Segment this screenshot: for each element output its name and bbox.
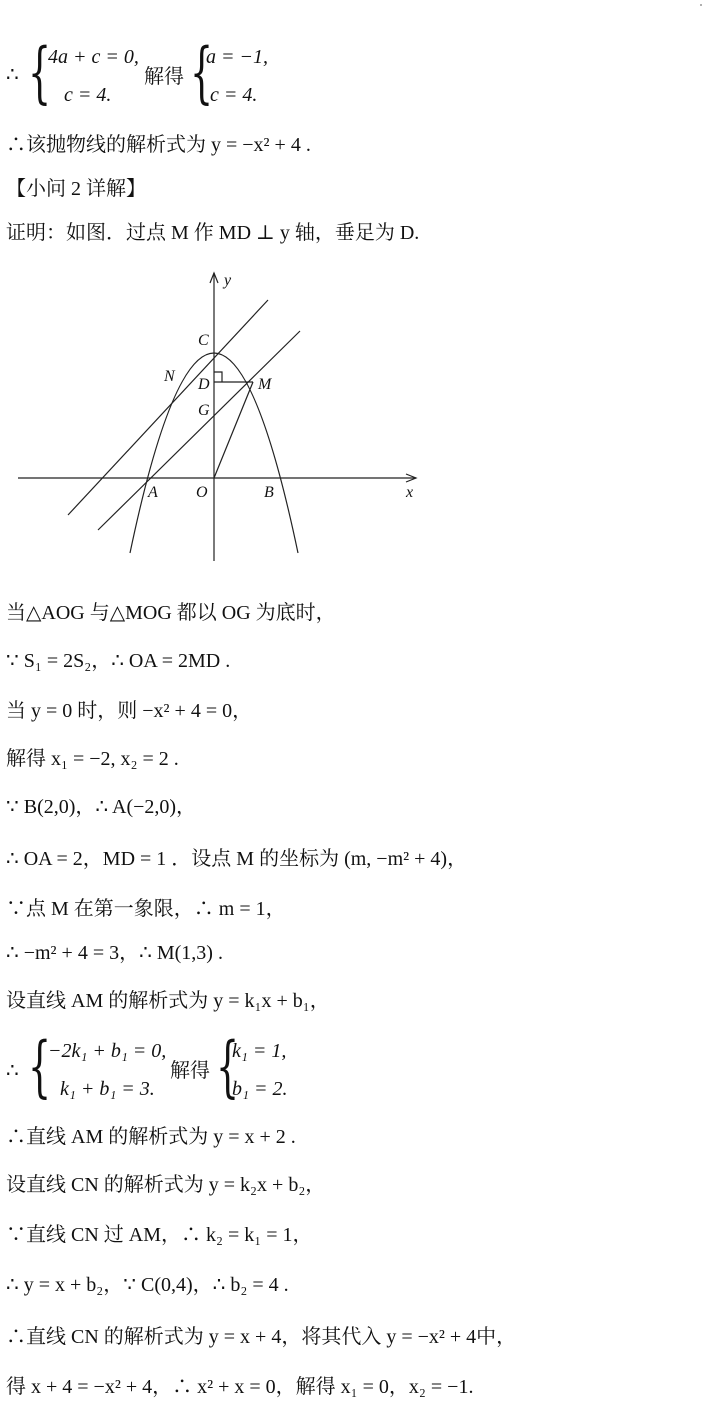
section-heading: 【小问 2 详解】: [6, 178, 146, 200]
equation: k₁ = 1,: [232, 1040, 287, 1062]
text-line: ∵ B(2,0)，∴ A(−2,0)，: [6, 796, 197, 818]
left-brace: {: [190, 34, 214, 111]
left-brace: {: [28, 1028, 52, 1105]
label-d: D: [198, 376, 210, 393]
text-line: ∴ −m² + 4 = 3，∴ M(1,3) .: [6, 942, 223, 964]
left-brace: {: [216, 1028, 240, 1105]
label-b: B: [264, 484, 274, 501]
left-brace: {: [28, 34, 52, 111]
text-line: 得 x + 4 = −x² + 4，∴ x² + x = 0，解得 x₁ = 0，x₂ = −1.: [6, 1376, 474, 1398]
text-line: ∴该抛物线的解析式为 y = −x² + 4 .: [6, 134, 311, 156]
equation: a = −1,: [206, 46, 268, 68]
text-line: ∵直线 CN 过 AM，∴ k₂ = k₁ = 1，: [6, 1224, 313, 1246]
text-line: ∴直线 CN 的解析式为 y = x + 4，将其代入 y = −x² + 4中，: [6, 1326, 517, 1348]
text-line: 当 y = 0 时，则 −x² + 4 = 0，: [6, 700, 253, 722]
parabola-figure: [18, 265, 418, 565]
text-line: ∵点 M 在第一象限，∴ m = 1，: [6, 898, 286, 920]
line-cn: [68, 300, 268, 515]
text-line: 解得 x₁ = −2, x₂ = 2 .: [6, 748, 179, 770]
text-line: 设直线 AM 的解析式为 y = k₁x + b₁，: [6, 990, 330, 1012]
label-n: N: [164, 368, 175, 385]
label-m: M: [258, 376, 272, 393]
equation: −2k₁ + b₁ = 0,: [48, 1040, 167, 1062]
label-a: A: [148, 484, 158, 501]
right-angle-mark: [214, 372, 222, 382]
therefore-symbol: ∴: [6, 64, 19, 86]
solve-label: 解得: [170, 1060, 210, 1082]
text-line: 当△AOG 与△MOG 都以 OG 为底时，: [6, 602, 336, 624]
equation: c = 4.: [210, 84, 258, 106]
text-line: ∴直线 AM 的解析式为 y = x + 2 .: [6, 1126, 296, 1148]
label-g: G: [198, 402, 210, 419]
label-x: x: [406, 484, 414, 501]
text-line: ∴ OA = 2，MD = 1 ．设点 M 的坐标为 (m, −m² + 4)，: [6, 848, 468, 870]
equation: k₁ + b₁ = 3.: [60, 1078, 155, 1100]
corner-dot: [700, 4, 702, 6]
text-line: ∵ S₁ = 2S₂，∴ OA = 2MD .: [6, 650, 231, 672]
equation: c = 4.: [64, 84, 112, 106]
equation: b₁ = 2.: [232, 1078, 288, 1100]
label-o: O: [196, 484, 208, 501]
text-line: 证明：如图．过点 M 作 MD ⊥ y 轴，垂足为 D.: [6, 222, 420, 244]
text-line: 设直线 CN 的解析式为 y = k₂x + b₂，: [6, 1174, 326, 1196]
equation: 4a + c = 0,: [48, 46, 139, 68]
therefore-symbol: ∴: [6, 1060, 19, 1082]
solve-label: 解得: [144, 66, 184, 88]
label-y: y: [224, 272, 232, 289]
text-line: ∴ y = x + b₂，∵ C(0,4)，∴ b₂ = 4 .: [6, 1274, 289, 1296]
label-c: C: [198, 332, 209, 349]
